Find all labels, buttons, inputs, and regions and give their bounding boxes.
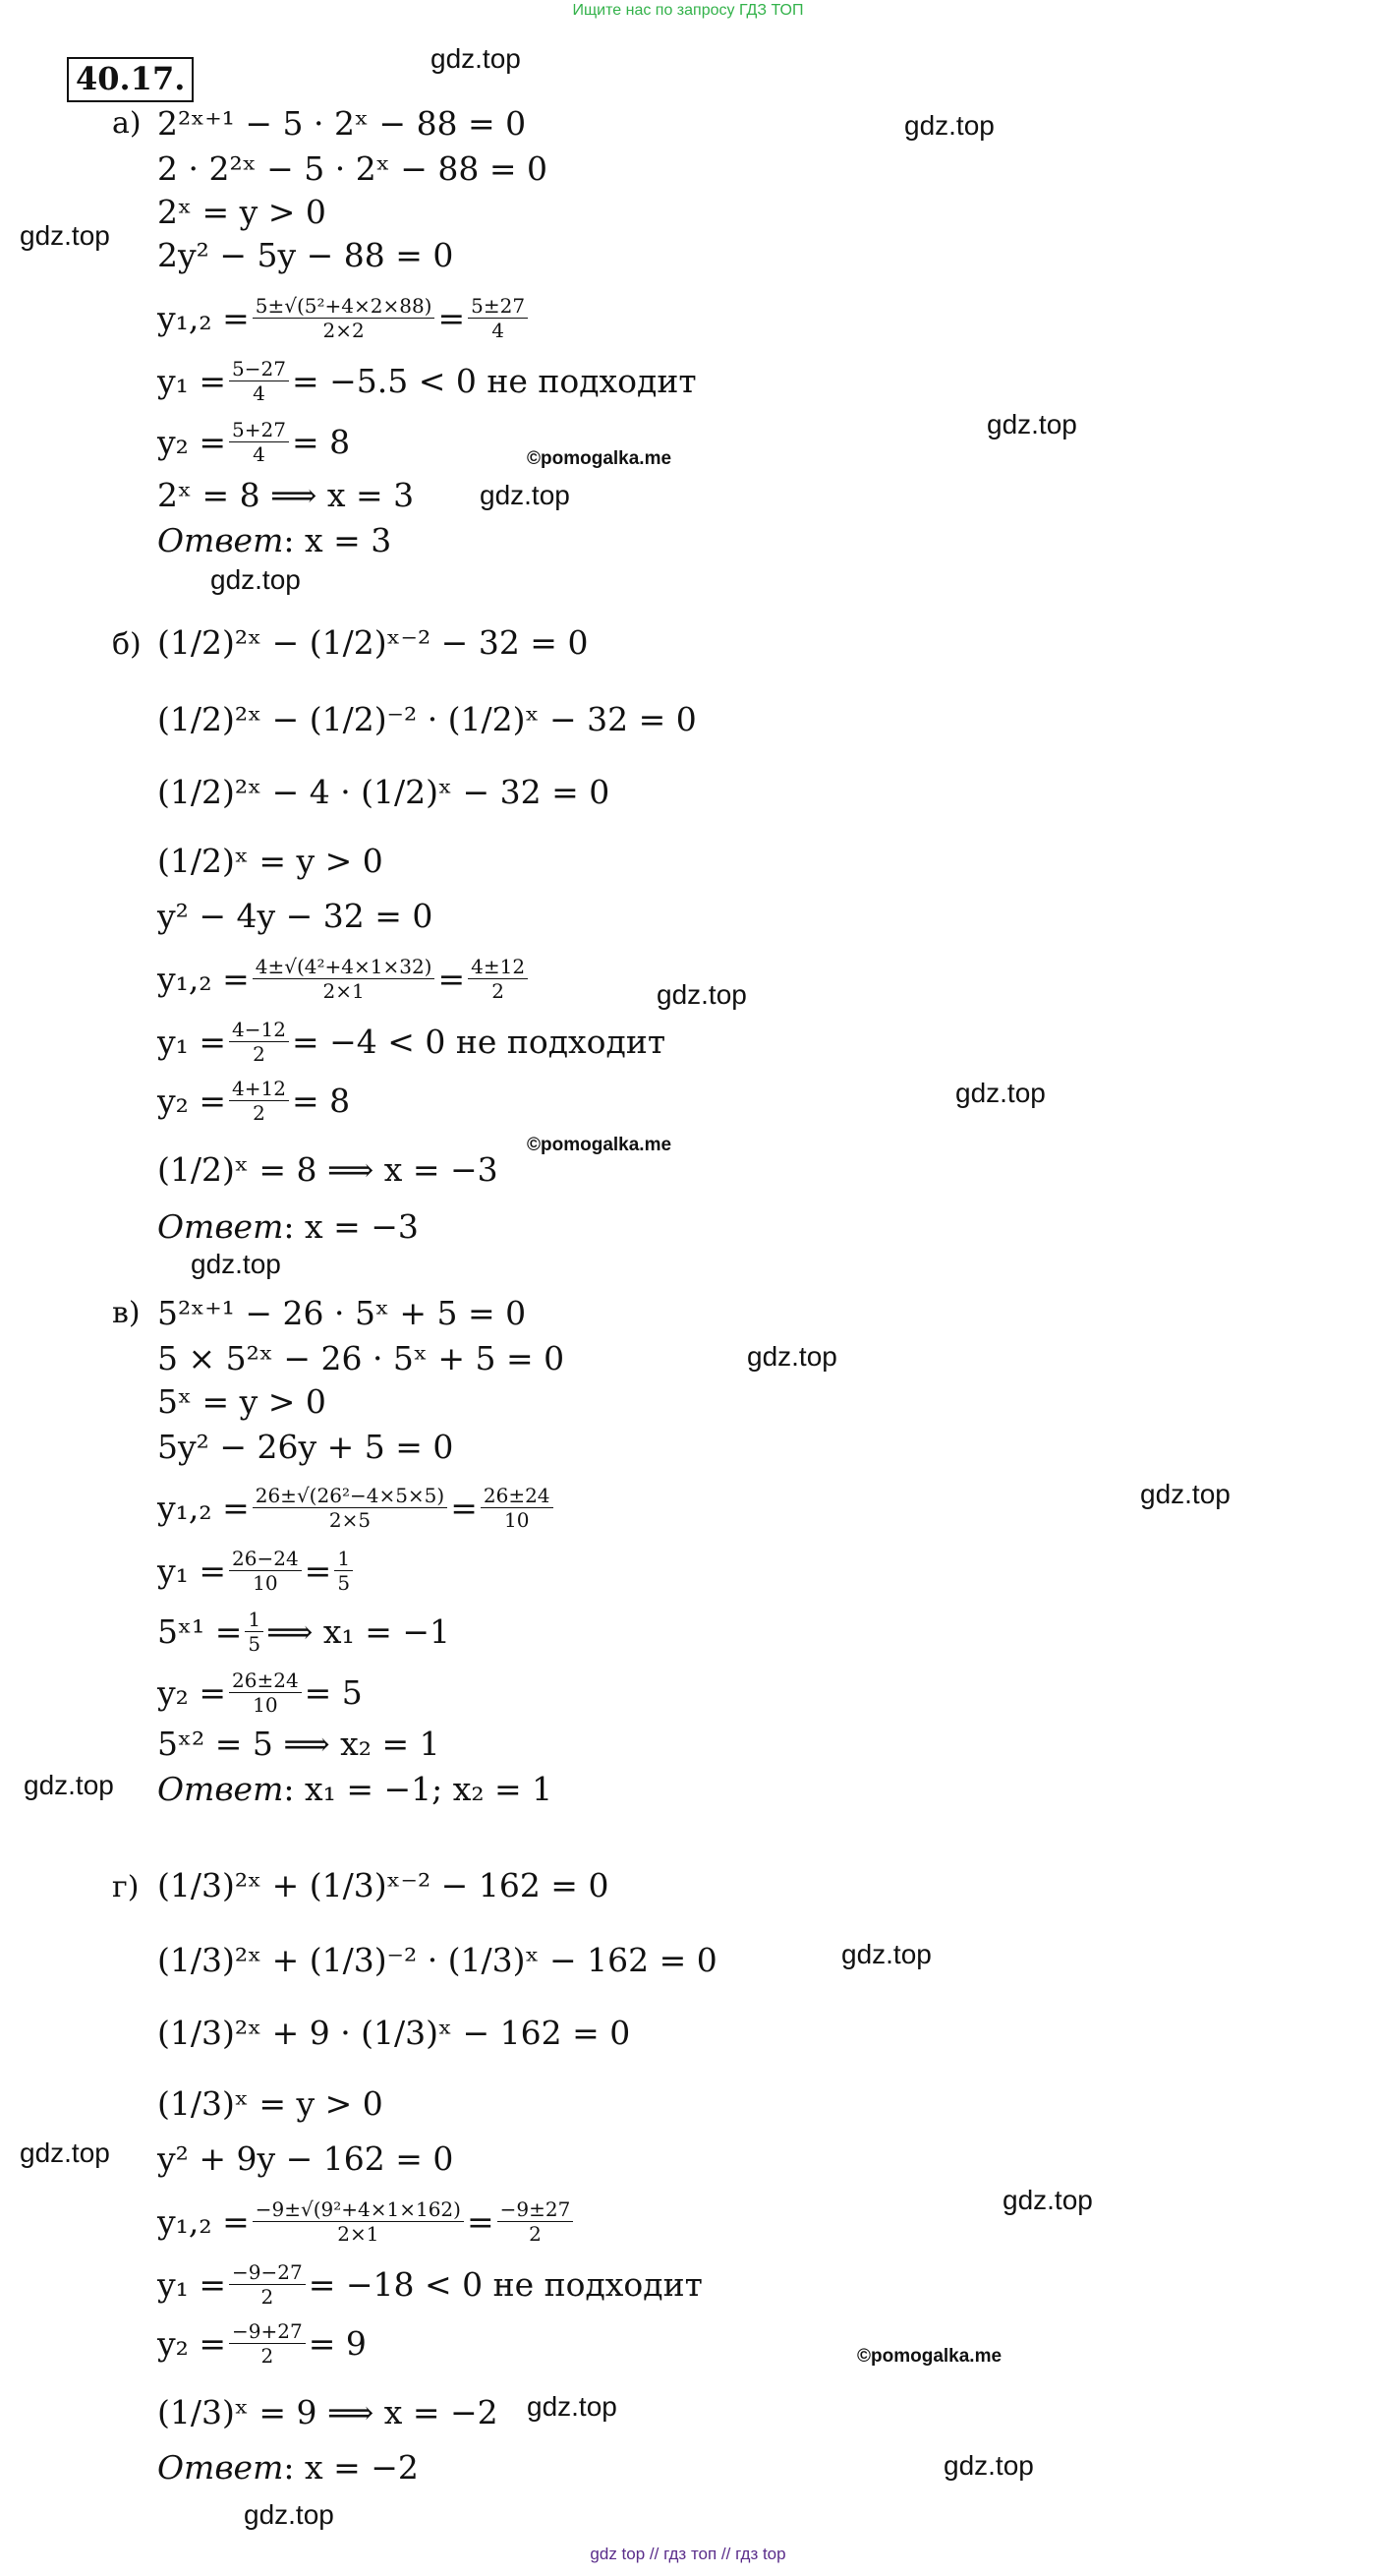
answer-value: : x = −2 bbox=[283, 2447, 419, 2487]
numerator: 4+12 bbox=[229, 1078, 289, 1101]
fraction bbox=[253, 956, 435, 1002]
watermark: gdz.top bbox=[841, 1939, 932, 1969]
part-b-line-2: (1/2)²ˣ − (1/2)⁻² · (1/2)ˣ − 32 = 0 bbox=[157, 699, 697, 738]
part-v-answer bbox=[157, 1764, 552, 1813]
pomogalka-watermark: ©pomogalka.me bbox=[857, 2346, 1003, 2367]
lhs: 5ˣ¹ = bbox=[157, 1611, 243, 1651]
lhs: y₂ = bbox=[157, 2323, 227, 2363]
rhs: = 9 bbox=[308, 2323, 367, 2363]
part-v-line-7 bbox=[157, 1607, 450, 1656]
fraction bbox=[497, 2198, 574, 2245]
watermark: gdz.top bbox=[955, 1078, 1046, 1108]
denominator: 2 bbox=[253, 1041, 265, 1066]
part-b-line-4: (1/2)ˣ = y > 0 bbox=[157, 841, 383, 880]
denominator: 10 bbox=[503, 1507, 530, 1532]
numerator: 5±√(5²+4×2×88) bbox=[253, 295, 435, 319]
lhs: y₂ = bbox=[157, 1672, 227, 1712]
answer-label: Ответ bbox=[157, 1206, 284, 1246]
watermark: gdz.top bbox=[747, 1341, 837, 1372]
equals: = bbox=[304, 1551, 332, 1590]
part-g-line-6 bbox=[157, 2196, 576, 2246]
equals: = bbox=[437, 959, 466, 998]
numerator: 26±24 bbox=[229, 1669, 302, 1693]
part-g-line-9: (1/3)ˣ = 9 ⟹ x = −2 bbox=[157, 2392, 498, 2431]
watermark: gdz.top bbox=[657, 979, 747, 1010]
part-v-line-5 bbox=[157, 1483, 556, 1532]
watermark: gdz.top bbox=[20, 2137, 110, 2168]
part-g-line-8 bbox=[157, 2318, 367, 2368]
numerator: −9±27 bbox=[497, 2198, 574, 2222]
lhs: y₁ = bbox=[157, 361, 227, 400]
denominator: 10 bbox=[253, 1570, 278, 1595]
fraction bbox=[229, 1019, 289, 1065]
part-a-line-4: 2y² − 5y − 88 = 0 bbox=[157, 235, 454, 274]
part-a-line-5 bbox=[157, 293, 531, 342]
rhs: = 5 bbox=[304, 1672, 363, 1712]
watermark: gdz.top bbox=[987, 409, 1077, 439]
fraction bbox=[253, 1485, 447, 1531]
lhs: y₁ = bbox=[157, 1022, 227, 1061]
part-g-line-2: (1/3)²ˣ + (1/3)⁻² · (1/3)ˣ − 162 = 0 bbox=[157, 1940, 717, 1979]
part-g-line-4: (1/3)ˣ = y > 0 bbox=[157, 2083, 383, 2123]
numerator: −9+27 bbox=[229, 2320, 306, 2344]
equals: = bbox=[450, 1488, 478, 1527]
part-v-line-1: 5²ˣ⁺¹ − 26 · 5ˣ + 5 = 0 bbox=[157, 1293, 527, 1332]
denominator: 2×5 bbox=[328, 1507, 372, 1532]
part-a-answer bbox=[157, 515, 391, 564]
numerator: 26±√(26²−4×5×5) bbox=[253, 1485, 447, 1508]
fraction bbox=[229, 358, 289, 404]
denominator: 4 bbox=[491, 318, 504, 342]
part-a-line-8: 2ˣ = 8 ⟹ x = 3 bbox=[157, 475, 415, 514]
lhs: y₂ = bbox=[157, 422, 227, 461]
top-banner[interactable]: Ищите нас по запросу ГДЗ ТОП bbox=[572, 2, 804, 19]
lhs: y₁ = bbox=[157, 1551, 227, 1590]
part-v-line-8 bbox=[157, 1668, 363, 1717]
part-g-line-1: (1/3)²ˣ + (1/3)ˣ⁻² − 162 = 0 bbox=[157, 1865, 609, 1904]
lhs: y₁,₂ = bbox=[157, 959, 250, 998]
fraction bbox=[481, 1485, 553, 1531]
denominator: 4 bbox=[253, 441, 265, 466]
part-b-line-3: (1/2)²ˣ − 4 · (1/2)ˣ − 32 = 0 bbox=[157, 772, 610, 811]
numerator: 26±24 bbox=[481, 1485, 553, 1508]
fraction bbox=[229, 419, 289, 465]
denominator: 2 bbox=[253, 1100, 265, 1125]
watermark: gdz.top bbox=[210, 564, 301, 595]
task-number: 40.17. bbox=[67, 57, 194, 102]
numerator: 1 bbox=[334, 1548, 353, 1571]
part-b-line-7 bbox=[157, 1017, 665, 1066]
fraction bbox=[253, 295, 435, 341]
part-g-label: г) bbox=[112, 1870, 140, 1904]
part-g-answer bbox=[157, 2442, 419, 2491]
numerator: −9−27 bbox=[229, 2261, 306, 2285]
watermark: gdz.top bbox=[1140, 1479, 1231, 1509]
part-v-line-3: 5ˣ = y > 0 bbox=[157, 1381, 326, 1421]
part-b-line-6 bbox=[157, 954, 531, 1003]
equals: = bbox=[466, 2201, 494, 2241]
part-b-line-9: (1/2)ˣ = 8 ⟹ x = −3 bbox=[157, 1149, 498, 1189]
part-g-line-7 bbox=[157, 2259, 703, 2309]
lhs: y₁,₂ = bbox=[157, 1488, 250, 1527]
part-b-answer bbox=[157, 1201, 419, 1251]
watermark: gdz.top bbox=[904, 110, 995, 141]
denominator: 4 bbox=[253, 381, 265, 405]
part-a-line-3: 2ˣ = y > 0 bbox=[157, 192, 326, 231]
watermark: gdz.top bbox=[944, 2450, 1034, 2481]
part-a-line-2: 2 · 2²ˣ − 5 · 2ˣ − 88 = 0 bbox=[157, 148, 547, 188]
fraction bbox=[468, 295, 528, 341]
fraction bbox=[229, 1078, 289, 1124]
watermark: gdz.top bbox=[430, 43, 521, 74]
numerator: 26−24 bbox=[229, 1548, 302, 1571]
fraction bbox=[334, 1548, 353, 1594]
lhs: y₁ = bbox=[157, 2264, 227, 2304]
denominator: 5 bbox=[337, 1570, 351, 1595]
numerator: −9±√(9²+4×1×162) bbox=[253, 2198, 464, 2222]
part-a-line-1: 2²ˣ⁺¹ − 5 · 2ˣ − 88 = 0 bbox=[157, 103, 527, 143]
denominator: 10 bbox=[253, 1692, 278, 1717]
numerator: 4±√(4²+4×1×32) bbox=[253, 956, 435, 979]
numerator: 1 bbox=[245, 1609, 263, 1632]
fraction bbox=[245, 1609, 263, 1655]
part-v-label: в) bbox=[112, 1296, 141, 1330]
part-v-line-2: 5 × 5²ˣ − 26 · 5ˣ + 5 = 0 bbox=[157, 1338, 565, 1377]
denominator: 2 bbox=[529, 2221, 542, 2246]
part-v-line-6 bbox=[157, 1546, 356, 1595]
footer-links[interactable]: gdz top // гдз топ // гдз top bbox=[590, 2545, 786, 2563]
rhs: = −5.5 < 0 не подходит bbox=[291, 361, 697, 400]
denominator: 5 bbox=[248, 1631, 261, 1656]
part-v-line-4: 5y² − 26y + 5 = 0 bbox=[157, 1427, 454, 1466]
answer-label: Ответ bbox=[157, 2447, 284, 2487]
denominator: 2×1 bbox=[337, 2221, 379, 2246]
rhs: ⟹ x₁ = −1 bbox=[266, 1611, 451, 1651]
watermark: gdz.top bbox=[24, 1770, 114, 1800]
part-v-line-9: 5ˣ² = 5 ⟹ x₂ = 1 bbox=[157, 1724, 440, 1763]
part-a-line-7 bbox=[157, 417, 350, 466]
lhs: y₁,₂ = bbox=[157, 298, 250, 337]
answer-value: : x = −3 bbox=[283, 1206, 419, 1246]
answer-label: Ответ bbox=[157, 1769, 284, 1808]
rhs: = −18 < 0 не подходит bbox=[308, 2264, 703, 2304]
lhs: y₁,₂ = bbox=[157, 2201, 250, 2241]
part-b-line-1: (1/2)²ˣ − (1/2)ˣ⁻² − 32 = 0 bbox=[157, 622, 589, 662]
pomogalka-watermark: ©pomogalka.me bbox=[527, 448, 672, 469]
pomogalka-watermark: ©pomogalka.me bbox=[527, 1135, 672, 1155]
fraction bbox=[468, 956, 528, 1002]
numerator: 5+27 bbox=[229, 419, 289, 442]
lhs: y₂ = bbox=[157, 1081, 227, 1120]
answer-value: : x = 3 bbox=[283, 520, 392, 559]
part-a-line-6 bbox=[157, 356, 697, 405]
part-g-line-5: y² + 9y − 162 = 0 bbox=[157, 2138, 454, 2178]
numerator: 5±27 bbox=[468, 295, 528, 319]
fraction bbox=[229, 2261, 306, 2308]
fraction bbox=[253, 2198, 464, 2245]
fraction bbox=[229, 1548, 302, 1594]
numerator: 4−12 bbox=[229, 1019, 289, 1042]
equals: = bbox=[437, 298, 466, 337]
part-a-label: а) bbox=[112, 106, 142, 141]
watermark: gdz.top bbox=[1003, 2185, 1093, 2215]
denominator: 2×2 bbox=[322, 318, 365, 342]
denominator: 2 bbox=[260, 2343, 274, 2368]
answer-label: Ответ bbox=[157, 520, 284, 559]
part-g-line-3: (1/3)²ˣ + 9 · (1/3)ˣ − 162 = 0 bbox=[157, 2013, 631, 2052]
watermark: gdz.top bbox=[191, 1249, 281, 1279]
denominator: 2 bbox=[260, 2284, 274, 2309]
rhs: = 8 bbox=[291, 1081, 351, 1120]
watermark: gdz.top bbox=[480, 480, 570, 510]
part-b-line-8 bbox=[157, 1076, 350, 1125]
numerator: 5−27 bbox=[229, 358, 289, 381]
part-b-label: б) bbox=[112, 627, 142, 662]
watermark: gdz.top bbox=[244, 2499, 334, 2530]
fraction bbox=[229, 1669, 302, 1716]
watermark: gdz.top bbox=[527, 2391, 617, 2422]
numerator: 4±12 bbox=[468, 956, 528, 979]
watermark: gdz.top bbox=[20, 220, 110, 251]
denominator: 2 bbox=[491, 978, 504, 1003]
part-b-line-5: y² − 4y − 32 = 0 bbox=[157, 896, 433, 935]
denominator: 2×1 bbox=[322, 978, 365, 1003]
answer-value: : x₁ = −1; x₂ = 1 bbox=[283, 1769, 553, 1808]
rhs: = −4 < 0 не подходит bbox=[291, 1022, 666, 1061]
rhs: = 8 bbox=[291, 422, 351, 461]
fraction bbox=[229, 2320, 306, 2367]
